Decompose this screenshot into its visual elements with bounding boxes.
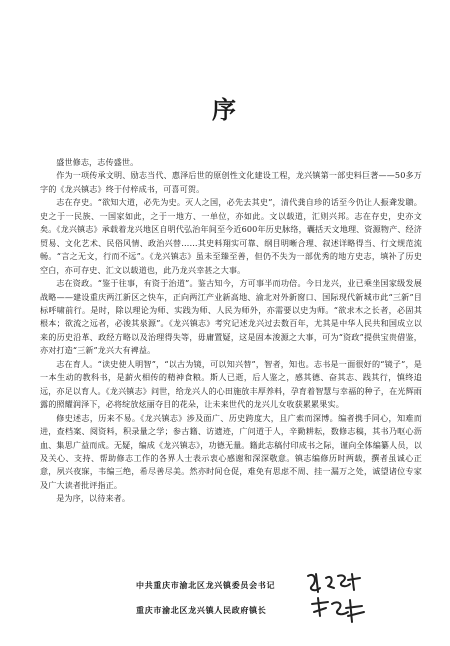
- paragraph: 志在存史。“欲知大道，必先为史。灭人之国，必先去其史”，清代龚自珍的话至今仍让人振聋发聩。史之于一民族、一国家如此，之于一地方、一单位，亦如此。文以载道，汇则兴邦。志在存史，史亦文矣。《龙兴镇志》承载着龙兴地区自明代弘治年间至今近600年历史脉络，囊括天文地理、资源物产、经济贸易、文化艺术、民俗风情、政治兴替……其史料翔实可靠、纲目明晰合理、叙述详略得当、行文规范流畅。“言之无文，行而不远”。《龙兴镇志》虽未至臻至善，但仍不失为一部优秀的地方史志，填补了历史空白，亦可存史、汇文以载道也，此乃龙兴幸甚之大事。: [40, 197, 422, 275]
- paragraph: 是为序，以待来者。: [56, 493, 131, 504]
- paragraph: 作为一项传承文明、励志当代、惠泽后世的原创性文化建设工程，龙兴镇第一部史料巨著——50多万字的《龙兴镇志》终于付梓成书，可喜可贺。: [40, 170, 422, 194]
- page-title: 序: [212, 96, 238, 124]
- signatory-party-secretary: 中共重庆市渝北区龙兴镇委员会书记: [136, 580, 276, 590]
- signatory-town-mayor: 重庆市渝北区龙兴镇人民政府镇长: [136, 605, 267, 615]
- handwritten-signature: [304, 570, 384, 630]
- preface-body: [40, 156, 422, 506]
- paragraph: 志在育人。“读史使人明智”，“以古为镜，可以知兴替”，智者，知也。志书是一面很好的“镜子”，是一本生动的教科书，是薪火相传的精神食粮。斯人已逝，后人鉴之，感其德、奋其志、践其行，慎终追远，亦足以育人。《龙兴镇志》问世，给龙兴人的心田施放丰厚养料，孕育着智慧与幸福的种子，在光辉雨露的照耀润泽下，必将绽放炫丽夺目的花朵，让未来世代的龙兴儿女收获累累果实。: [40, 358, 423, 410]
- paragraph: 修史述志，历来不易。《龙兴镇志》涉及面广、历史跨度大，且广索而深博。编者携手同心，知难而进，查档案、阅资料，积录量之学；参古籍、访遗迹，广问道于人，辛勤耕耘，数修志稿，其书乃呕心沥血、集思广益而成。无疑，编成《龙兴镇志》，功德无量。籍此志稿付印成书之际，谨向全体编纂人员，以及关心、支持、帮助修志工作的各界人士表示衷心感谢和深深敬意。镇志编修历时两载，撰者虽诚心正意，夙兴夜寐，韦编三绝，希尽善尽美。然亦时间仓促，难免有思虑不周、挂一漏万之处，诚望诸位专家及广大读者批评指正。: [40, 412, 423, 490]
- paragraph: 盛世修志，志传盛世。: [56, 157, 139, 167]
- paragraph: 志在资政。“鉴于往事，有资于治道”。鉴古知今，方可事半而功倍。今日龙兴，业已乘坐国家级发展战略——建设重庆两江新区之快车，正向两江产业新高地、渝北对外新窗口、国际现代新城市此“三新”目标呼啸前行。是时，除以理论为师、实践为师、人民为师外，亦需要以史为师。“欲求木之长者，必固其根本；欲流之远者，必浚其泉源”。《龙兴镇志》考究记述龙兴过去数百年，尤其是中华人民共和国成立以来的历史沿革、政经方略以及治理得失等，毋庸置疑，这是固本浚源之大事，可为“资政”提供宝贵借鉴，亦对打造“三新”龙兴大有裨益。: [40, 278, 422, 356]
